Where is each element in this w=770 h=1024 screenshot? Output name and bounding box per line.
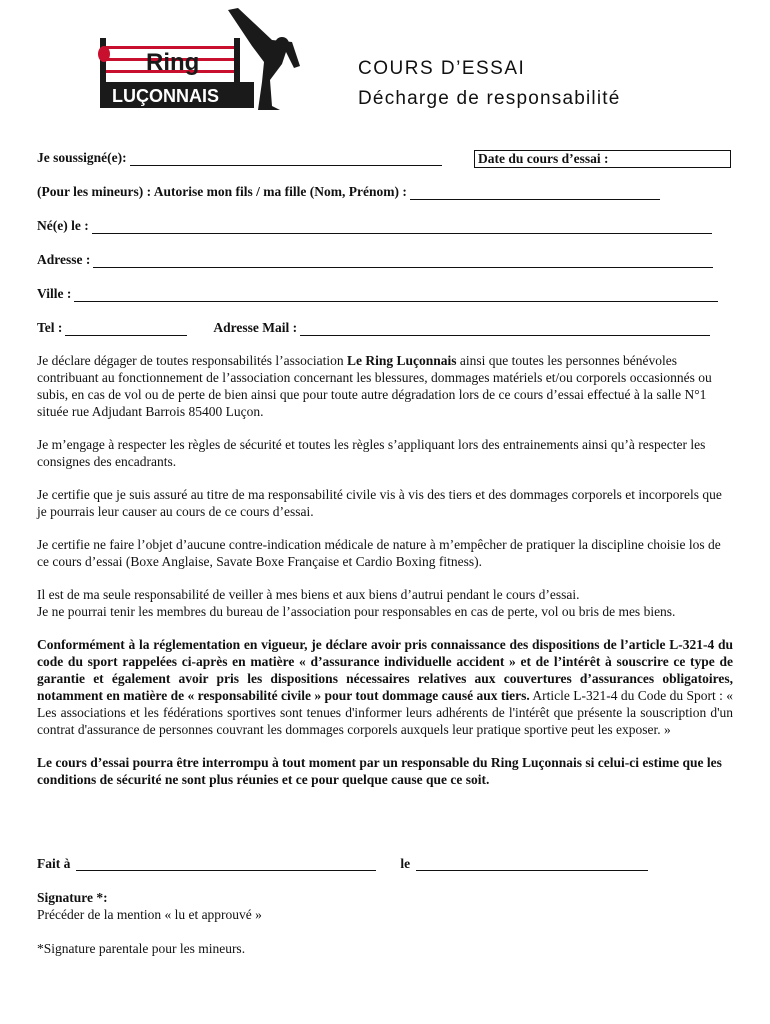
form-row-soussigne xyxy=(37,150,737,184)
mineurs-field[interactable] xyxy=(410,184,660,200)
form-row-mineurs xyxy=(37,184,737,218)
form-row-ville xyxy=(37,286,737,320)
ville-label: Ville : xyxy=(37,286,72,301)
paragraph-medical: Je certifie ne faire l’objet d’aucune contre-indication médicale de nature à m’empêcher de pratiquer la discipline choisie los de ce cours d’essai (Boxe Anglaise, Savate Boxe Française et Cardio Boxing fitness). xyxy=(37,537,721,569)
ne-le-field[interactable] xyxy=(92,218,712,234)
tel-field[interactable] xyxy=(65,320,187,336)
form-row-adresse xyxy=(37,252,737,286)
date-label: Date du cours d’essai : xyxy=(478,151,609,166)
le-field[interactable] xyxy=(416,855,648,871)
p5-text-a: Il est de ma seule responsabilité de veiller à mes biens et aux biens d’autrui pendant le cours d’essai. xyxy=(37,587,580,602)
declaration-text xyxy=(37,352,733,804)
header xyxy=(358,58,621,110)
le-label: le xyxy=(400,856,411,871)
paragraph-engagement: Je m’engage à respecter les règles de sécurité et toutes les règles s’appliquant lors des entrainements ainsi qu’à respecter les consignes des encadrants. xyxy=(37,437,706,469)
p6-bold-text: Conformément à la réglementation en vigueur, je déclare avoir pris connaissance des dispositions de l’article L-321-4 du code du sport rappelées ci-après en matière « d’assurance individuelle accident » et de l’intérêt à souscrire ce type de garantie et également avoir pris les dispositions nécessaires relatives aux couvertures d’assurances obligatoires, notamment en matière de « responsabilité civile » pour tout dommage causé aux tiers. xyxy=(37,637,733,703)
fait-row xyxy=(37,855,733,889)
paragraph-decharge xyxy=(37,352,733,420)
signature-mention: Précéder de la mention « lu et approuvé » xyxy=(37,907,262,922)
signature-note: *Signature parentale pour les mineurs. xyxy=(37,941,246,956)
signature-section xyxy=(37,855,733,957)
logo-text-ring: Ring xyxy=(146,49,200,76)
page-subtitle: Décharge de responsabilité xyxy=(358,88,621,109)
ring-post-right xyxy=(234,38,240,82)
adresse-label: Adresse : xyxy=(37,252,91,267)
soussigne-label: Je soussigné(e): xyxy=(37,150,127,165)
mail-field[interactable] xyxy=(300,320,710,336)
boxing-glove-icon xyxy=(98,46,110,62)
paragraph-reglementation xyxy=(37,636,733,738)
fait-field[interactable] xyxy=(76,855,376,871)
form-row-tel-mail xyxy=(37,320,737,354)
form-row-ne-le xyxy=(37,218,737,252)
p6-article-text: Article L-321-4 du Code du Sport : « Les associations et les fédérations sportives sont tenues d'informer leurs adhérents de l'intérêt que présente la souscription d'un contrat d'assurance de personnes couvrant les dommages corporels auxquels leur pratique sportive peut les exposer. » xyxy=(37,688,733,737)
ring-luconnais-logo xyxy=(96,8,306,112)
ville-field[interactable] xyxy=(74,286,718,302)
paragraph-biens xyxy=(37,586,733,620)
paragraph-assurance: Je certifie que je suis assuré au titre de ma responsabilité civile vis à vis des tiers et des dommages corporels et incorporels que je pourrais leur causer au cours de ce cours d’essai. xyxy=(37,487,722,519)
ne-le-label: Né(e) le : xyxy=(37,218,89,233)
page-title: COURS D’ESSAI xyxy=(358,58,526,79)
paragraph-interruption: Le cours d’essai pourra être interrompu à tout moment par un responsable du Ring Luçonnais si celui-ci estime que les conditions de sécurité ne sont plus réunies et ce pour quelque cause que ce soit. xyxy=(37,755,722,787)
mail-label: Adresse Mail : xyxy=(213,320,298,335)
mineurs-label: (Pour les mineurs) : Autorise mon fils / ma fille (Nom, Prénom) : xyxy=(37,184,407,199)
association-name: Le Ring Luçonnais xyxy=(347,353,457,368)
adresse-field[interactable] xyxy=(93,252,713,268)
p1-text-a: Je déclare dégager de toutes responsabilités l’association xyxy=(37,353,348,368)
tel-label: Tel : xyxy=(37,320,63,335)
logo-text-luconnais: LUÇONNAIS xyxy=(112,86,219,106)
fait-label: Fait à xyxy=(37,856,71,871)
date-field[interactable] xyxy=(474,150,731,168)
p5-text-b: Je ne pourrai tenir les membres du bureau de l’association pour responsables en cas de perte, vol ou bris de mes biens. xyxy=(37,604,676,619)
p1-text-c: ainsi que toutes les personnes bénévoles contribuant au fonctionnement de l’association concernant les blessures, dommages matériels et/ou corporels occasionnés ou subis, en cas de vol ou de perte de bien ainsi que pour toute autre dégradation lors de ce cours d’essai effectué à la salle N°1 située rue Adjudant Barrois 85400 Luçon. xyxy=(37,353,712,419)
form-section xyxy=(37,150,737,354)
signature-label: Signature *: xyxy=(37,890,108,905)
soussigne-field[interactable] xyxy=(130,150,442,166)
